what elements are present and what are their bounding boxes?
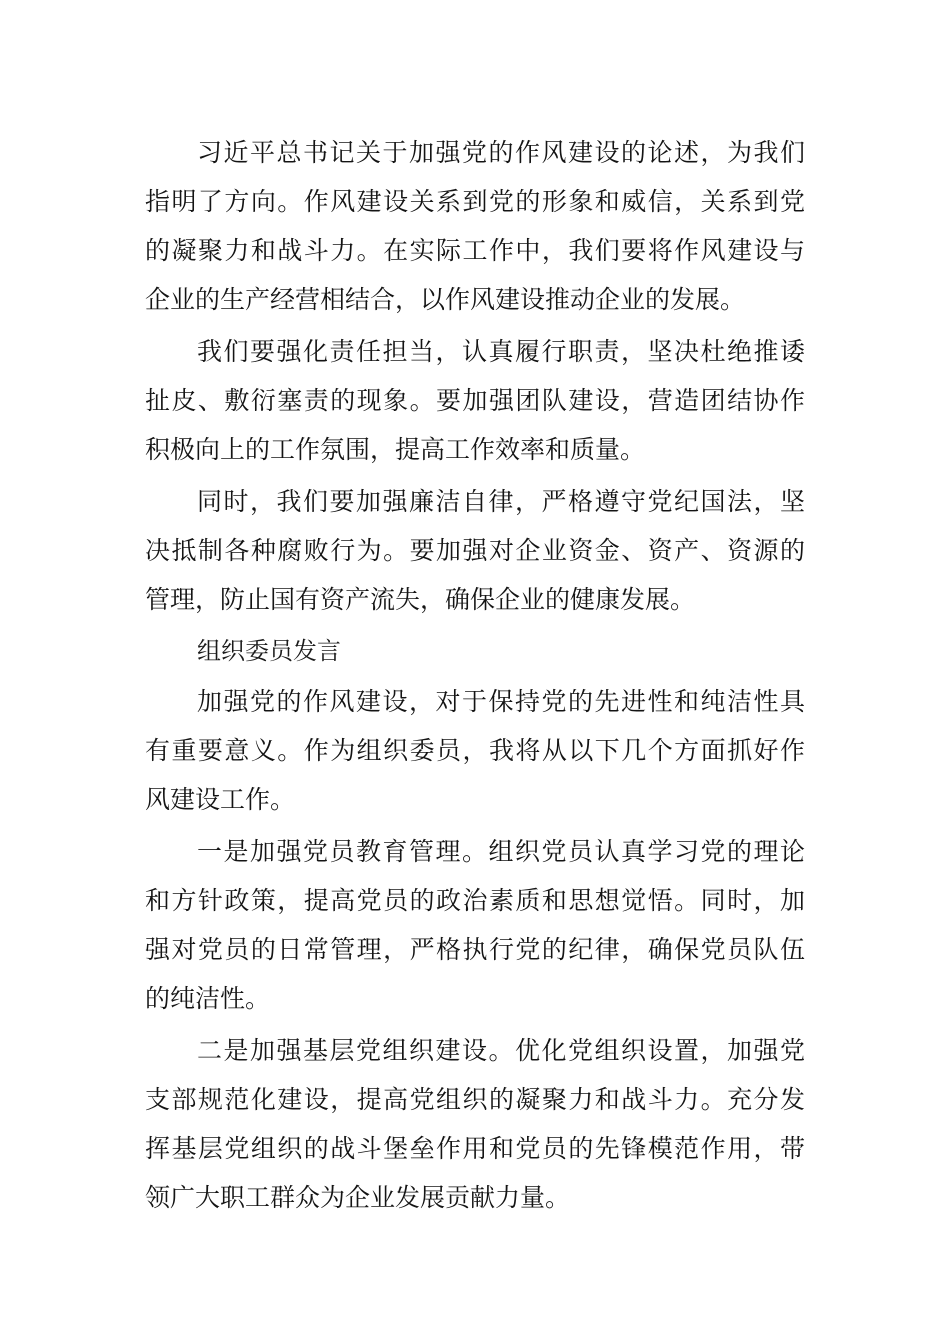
paragraph-line: 积极向上的工作氛围，提高工作效率和质量。	[145, 435, 646, 464]
paragraph-style-discourse	[145, 128, 805, 324]
document-page	[145, 128, 805, 1225]
paragraph-line: 风建设工作。	[145, 785, 296, 814]
paragraph-line: 的纯洁性。	[145, 984, 271, 1013]
paragraph-line: 企业的生产经营相结合，以作风建设推动企业的发展。	[145, 285, 746, 314]
paragraph-line: 决抵制各种腐败行为。要加强对企业资金、资产、资源的	[145, 536, 805, 565]
paragraph-line: 挥基层党组织的战斗堡垒作用和党员的先锋模范作用，带	[145, 1134, 805, 1163]
paragraph-responsibility	[145, 327, 805, 474]
paragraph-line: 二是加强基层党组织建设。优化党组织设置，加强党	[197, 1036, 805, 1065]
paragraph-line: 的凝聚力和战斗力。在实际工作中，我们要将作风建设与	[145, 236, 805, 265]
paragraph-point-two	[145, 1026, 805, 1222]
paragraph-integrity	[145, 477, 805, 624]
paragraph-line: 一是加强党员教育管理。组织党员认真学习党的理论	[197, 837, 805, 866]
paragraph-line: 和方针政策，提高党员的政治素质和思想觉悟。同时，加	[145, 886, 805, 915]
paragraph-line: 习近平总书记关于加强党的作风建设的论述，为我们	[197, 138, 805, 167]
paragraph-line: 管理，防止国有资产流失，确保企业的健康发展。	[145, 585, 696, 614]
paragraph-line: 支部规范化建设，提高党组织的凝聚力和战斗力。充分发	[145, 1085, 805, 1114]
paragraph-line: 同时，我们要加强廉洁自律，严格遵守党纪国法，坚	[197, 487, 805, 516]
section-heading: 组织委员发言	[197, 637, 341, 665]
paragraph-line: 扯皮、敷衍塞责的现象。要加强团队建设，营造团结协作	[145, 386, 805, 415]
paragraph-line: 有重要意义。作为组织委员，我将从以下几个方面抓好作	[145, 736, 805, 765]
paragraph-point-one	[145, 827, 805, 1023]
paragraph-line: 我们要强化责任担当，认真履行职责，坚决杜绝推诿	[197, 337, 805, 366]
paragraph-organization-intro	[145, 677, 805, 824]
paragraph-line: 强对党员的日常管理，严格执行党的纪律，确保党员队伍	[145, 935, 805, 964]
paragraph-line: 领广大职工群众为企业发展贡献力量。	[145, 1183, 571, 1212]
paragraph-line: 指明了方向。作风建设关系到党的形象和威信，关系到党	[145, 187, 805, 216]
paragraph-line: 加强党的作风建设，对于保持党的先进性和纯洁性具	[197, 687, 805, 716]
